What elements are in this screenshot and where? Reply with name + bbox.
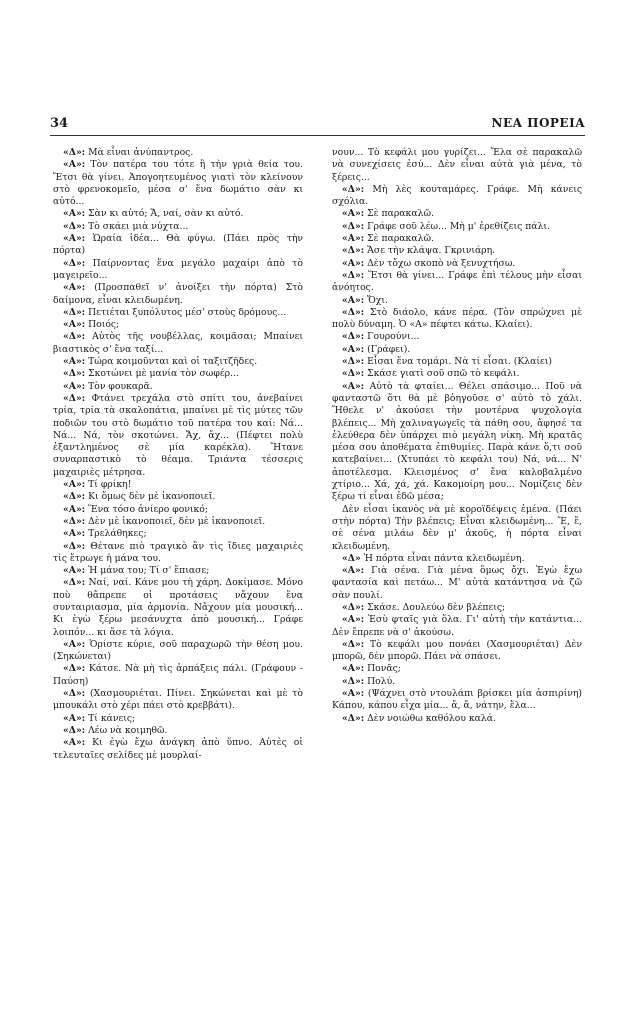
dialogue-text: νουν... Τὸ κεφάλι μου γυρίζει... Ἔλα σὲ παρακαλῶ νὰ συνεχίσεις ἐσύ... Δὲν εἶναι αὐτὰ γιὰ μένα, τὸ ξέρεις... <box>332 147 582 183</box>
dialogue-text: Φτάνει τρεχάλα στὸ σπίτι του, ἀνεβαίνει τρία, τρία τὰ σκαλοπάτια, μπαίνει μὲ τὶς μύτες τῶν ποδιῶν του στὸ δωμάτιο τοῦ πατέρα του καί: Νά... Νά... Νά, τὸν σκοτώνει. Ἄχ, ἄχ... (Πέφτει πολὺ ἐξαντλημένος σὲ μία καρέκλα). Ἤτανε συναρπαστικὸ τὸ θέαμα. Τριάντα τέσσερις μαχαιριὲς μέτρησα. <box>53 392 303 478</box>
dialogue-text: Ἡ πόρτα εἶναι πάντα κλειδωμένη. <box>360 552 525 564</box>
dialogue-text: Σκοτώνει μὲ μανία τὸν σωφέρ... <box>85 368 239 380</box>
dialogue-line <box>332 258 582 270</box>
dialogue-line <box>332 381 582 504</box>
dialogue-text: Δὲν τὄχω σκοπὸ νὰ ξενυχτήσω. <box>364 257 516 269</box>
dialogue-text: (Χασμουριέται. Πίνει. Σηκώνεται καὶ μὲ τὸ μπουκάλι στὸ χέρι πάει στὸ κρεββάτι). <box>53 688 303 712</box>
speaker-label: «Δ»: <box>63 147 86 158</box>
dialogue-text: Ποιός; <box>85 319 120 331</box>
dialogue-text: Πολύ. <box>364 675 396 687</box>
dialogue-line <box>332 614 582 639</box>
dialogue-line <box>332 639 582 664</box>
speaker-label: «Δ»: <box>63 663 86 675</box>
speaker-label: «Δ»: <box>63 392 86 404</box>
right-text-column <box>332 147 582 725</box>
dialogue-line <box>53 368 303 380</box>
dialogue-line <box>332 368 582 380</box>
dialogue-line <box>332 565 582 602</box>
speaker-label: «Α»: <box>342 343 365 355</box>
speaker-label: «Δ»: <box>342 220 365 232</box>
speaker-label: «Α»: <box>63 528 86 540</box>
dialogue-text: Αὐτὸ τὰ φταίει... Θέλει σπάσιμο... Ποῦ νὰ φανταστῶ ὅτι θὰ μὲ βὁηγοῦσε σ' αὐτὸ τὸ χάλι. Ἤθελε ν' ἀκούσει τὴν μοντέρνα ψυχολογία βλέπεις... Μὴ χαλιναγωγεῖς τὰ πάθη σου, ἄφησέ τα ἐλεύθερα δὲν ὑπάρχει πιὸ μεγάλη νίκη. Μὴ κρατᾶς μέσα σου ἀποθέματα ἐπιθυμίες. Παρὰ κάνε ὅ,τι σοῦ κατεβαίνει... (Χτυπάει τὸ κεφάλι του) Νά, νά... Ν' ἀποτέλεσμα. Κλεισμένος σ' ἕνα καλοβαλμένο χτίριο... Χά, χά, χά. Κακομοίρη μου... Νομίζεις δὲν ξέρω τί εἶναι ἐδῶ μέσα; <box>332 380 582 503</box>
speaker-label: «Δ»: <box>342 356 365 368</box>
speaker-label: «Α»: <box>342 380 365 392</box>
dialogue-line <box>53 663 303 688</box>
dialogue-text: Ὡραία ἰδέα... Θὰ φύγω. (Πάει πρὸς τὴν πόρτα) <box>53 233 303 257</box>
dialogue-line <box>332 147 582 184</box>
dialogue-line <box>332 713 582 725</box>
speaker-label: «Δ» <box>342 552 361 564</box>
speaker-label: «Δ»: <box>63 540 86 552</box>
speaker-label: «Α»: <box>63 356 86 368</box>
dialogue-text: Ἕνα τόσο ἀνίερο φονικό; <box>85 503 208 515</box>
speaker-label: «Δ»: <box>63 724 86 736</box>
dialogue-text: Δὲν μὲ ἱκανοποιεῖ, δὲν μὲ ἱκανοποιεῖ. <box>85 515 266 527</box>
speaker-label: «Α»: <box>63 479 86 491</box>
dialogue-text: Τρελάθηκες; <box>85 528 147 540</box>
dialogue-text: Τὸν φουκαρᾶ. <box>85 380 153 392</box>
dialogue-line <box>53 258 303 283</box>
dialogue-line <box>332 307 582 332</box>
dialogue-text: Γράφε σοῦ λέω... Μὴ μ' ἐρεθίζεις πάλι. <box>364 220 550 232</box>
speaker-label: «Α»: <box>342 233 365 245</box>
page-number: 34 <box>50 116 69 131</box>
dialogue-line <box>53 381 303 393</box>
dialogue-line <box>332 356 582 368</box>
speaker-label: «Δ»: <box>63 491 86 503</box>
dialogue-line <box>53 208 303 220</box>
dialogue-text: Λέω νὰ κοιμηθῶ. <box>85 724 168 736</box>
dialogue-line <box>332 602 582 614</box>
speaker-label: «Α»: <box>63 282 86 294</box>
dialogue-text: Γουρούνι... <box>364 331 420 343</box>
dialogue-line <box>53 577 303 638</box>
dialogue-line <box>332 270 582 295</box>
dialogue-text: Τί φρίκη! <box>85 479 132 491</box>
speaker-label: «Δ»: <box>342 638 365 650</box>
left-text-column <box>53 147 303 762</box>
dialogue-text: Σὲ παρακαλῶ. <box>364 233 434 245</box>
speaker-label: «Δ»: <box>342 712 365 724</box>
dialogue-text: Πετιέται ξυπόλυτος μέσ' στοὺς δρόμους... <box>85 306 287 318</box>
dialogue-text: Τὸν πατέρα του τότε ἢ τὴν γριὰ θεία του. Ἔτσι θὰ γίνει. Ἀπογοητευμένος γιατὶ τὸν κλείνουν στὸ φρενοκομεῖο, μέσα σ' ἕνα δωμάτιο σὰν κι αὐτό... <box>53 159 303 208</box>
dialogue-text: Τὸ κεφάλι μου πονάει (Χασμουριέται) Δὲν μπορῶ, δὲν μπορῶ. Πάει νὰ σπάσει. <box>332 638 582 663</box>
dialogue-text: Αὐτὸς τῆς νουβέλλας, κοιμᾶσαι; Μπαίνει βιαστικὸς σ' ἕνα ταξί... <box>53 331 303 355</box>
speaker-label: «Δ»: <box>342 368 365 380</box>
speaker-label: «Δ»: <box>342 245 365 257</box>
page-header <box>50 116 585 131</box>
dialogue-line <box>53 319 303 331</box>
speaker-label: «Δ»: <box>342 675 365 687</box>
dialogue-text: Κάτσε. Νὰ μὴ τὶς ἀρπάξεις πάλι. (Γράφουν - Παύση) <box>53 663 303 687</box>
dialogue-line <box>53 725 303 737</box>
speaker-label: «Α»: <box>63 380 86 392</box>
speaker-label: «Α»: <box>63 565 86 577</box>
dialogue-line <box>53 393 303 479</box>
dialogue-text: Παίρνοντας ἕνα μεγάλο μαχαίρι ἀπὸ τὸ μαγειρεῖο... <box>53 257 303 281</box>
speaker-label: «Δ»: <box>342 601 365 613</box>
dialogue-line <box>332 245 582 257</box>
speaker-label: «Δ»: <box>63 368 86 380</box>
dialogue-text: Σὲ παρακαλῶ. <box>364 208 434 220</box>
dialogue-line <box>53 331 303 356</box>
dialogue-text: Στὸ διάολο, κάνε πέρα. (Τὸν σπρώχνει μὲ πολὺ δύναμη. Ὁ «Α» πέφτει κάτω. Κλαίει). <box>332 306 582 331</box>
speaker-label: «Α»: <box>342 257 365 269</box>
dialogue-text: (Ψάχνει στὸ ντουλάπι βρίσκει μία ἀσπιρίνη) Κάπου, κάπου εἶχα μία... ἄ, ἄ, νάτην, ἔλα... <box>332 688 582 712</box>
dialogue-text: Σὰν κι αὐτό; Ἄ, ναί, σὰν κι αὐτό. <box>85 208 244 220</box>
dialogue-text: Μὰ εἶναι ἀνύπαντρος. <box>85 147 194 158</box>
dialogue-line <box>53 307 303 319</box>
dialogue-line <box>332 344 582 356</box>
dialogue-line <box>332 676 582 688</box>
speaker-label: «Α»: <box>342 208 365 220</box>
dialogue-line <box>53 565 303 577</box>
speaker-label: «Α»: <box>342 294 365 306</box>
dialogue-text: Κι ὅμως δὲν μὲ ἱκανοποιεῖ. <box>85 491 216 503</box>
speaker-label: «Α»: <box>63 159 86 171</box>
dialogue-line <box>53 233 303 258</box>
dialogue-line <box>332 553 582 565</box>
speaker-label: «Δ»: <box>63 257 86 269</box>
speaker-label: «Α»: <box>63 503 86 515</box>
dialogue-text: Τί κάνεις; <box>85 712 136 724</box>
speaker-label: «Δ»: <box>342 183 365 195</box>
dialogue-line <box>53 713 303 725</box>
dialogue-text: Ναί, ναί. Κάνε μου τὴ χάρη. Δοκίμασε. Μόνο ποὺ θἄπρεπε οἱ προτάσεις νἄχουν ἕνα συνταιριασμα, μία ἁρμονία. Νἄχουν μία μουσική... Κι ἐγὼ ξέρω μεσάνυχτα ἀπὸ μουσική... Γράφε λοιπόν... κι ἄσε τὰ λόγια. <box>53 577 303 638</box>
dialogue-text: Ὄχι. <box>364 294 388 306</box>
dialogue-text: (Γράφει). <box>364 343 411 355</box>
dialogue-text: Πονᾶς; <box>364 663 401 675</box>
speaker-label: «Δ»: <box>342 269 365 281</box>
dialogue-text: Θέτανε πιὸ τραγικὸ ἂν τὶς ἴδιες μαχαιριὲς τὶς ἔτρωγε ἡ μάνα του. <box>53 540 303 564</box>
dialogue-text: Τώρα κοιμοῦνται καὶ οἱ ταξιτζῆδες. <box>85 356 258 368</box>
dialogue-line <box>53 147 303 159</box>
speaker-label: «Α»: <box>63 737 86 749</box>
speaker-label: «Α»: <box>63 638 86 650</box>
dialogue-text: (Προσπαθεῖ ν' ἀνοίξει τὴν πόρτα) Στὸ δαίμονα, εἶναι κλειδωμένη. <box>53 282 303 306</box>
speaker-label: «Δ»: <box>63 688 86 700</box>
speaker-label: «Α»: <box>63 208 86 220</box>
dialogue-text: Τὸ σκάει μιὰ νύχτα... <box>85 220 189 232</box>
speaker-label: «Α»: <box>342 688 365 700</box>
dialogue-line <box>332 331 582 343</box>
dialogue-line <box>53 516 303 528</box>
dialogue-text: Γιὰ σένα. Γιὰ μένα ὅμως ὄχι. Ἐγὼ ἔχω φαντασία καὶ πετάω... Μ' αὐτὰ κατάντησα νὰ ζῶ σὰν πουλί. <box>332 565 582 601</box>
speaker-label: «Α»: <box>342 614 365 626</box>
dialogue-line <box>53 528 303 540</box>
dialogue-line <box>332 208 582 220</box>
speaker-label: «Δ»: <box>342 331 365 343</box>
dialogue-text: Ἄσε τὴν κλάψα. Γκρινιάρη. <box>364 245 496 257</box>
speaker-label: «Δ»: <box>63 306 86 318</box>
speaker-label: «Α»: <box>63 319 86 331</box>
speaker-label: «Δ»: <box>63 220 86 232</box>
dialogue-text: Ἡ μάνα του; Τί σ' ἔπιασε; <box>85 565 210 577</box>
dialogue-text: Μὴ λὲς κουταμάρες. Γράφε. Μὴ κάνεις σχόλια. <box>332 183 582 208</box>
dialogue-line <box>332 295 582 307</box>
dialogue-text: Σκάσε γιατὶ σοῦ σπῶ τὸ κεφάλι. <box>364 368 520 380</box>
dialogue-line <box>332 221 582 233</box>
dialogue-line <box>53 737 303 762</box>
dialogue-line <box>53 282 303 307</box>
dialogue-text: Δὲν εἶσαι ἱκανὸς νὰ μὲ κοροϊδέψεις ἐμένα. (Πάει στὴν πόρτα) Τὴν βλέπεις; Εἶναι κλειδωμένη... Ἔ, ἔ, σὲ σένα μιλάω δὲν μ' ἀκοῦς, ἡ πόρτα εἶναι κλειδωμένη. <box>332 503 582 552</box>
header-rule <box>50 135 585 136</box>
dialogue-text: Δὲν νοιώθω καθόλου καλά. <box>364 712 496 724</box>
speaker-label: «Α»: <box>63 712 86 724</box>
speaker-label: «Α»: <box>342 663 365 675</box>
dialogue-line <box>332 663 582 675</box>
dialogue-line <box>53 159 303 208</box>
dialogue-line <box>332 233 582 245</box>
dialogue-line <box>53 688 303 713</box>
dialogue-line <box>53 221 303 233</box>
dialogue-line <box>332 504 582 553</box>
dialogue-line <box>53 639 303 664</box>
dialogue-text: Ὁρίστε κύριε, σοῦ παραχωρῶ τὴν θέση μου. (Σηκώνεται) <box>53 638 303 663</box>
dialogue-text: Σκάσε. Δουλεύω δὲν βλέπεις; <box>364 601 506 613</box>
speaker-label: «Δ»: <box>63 515 86 527</box>
speaker-label: «Α»: <box>342 565 365 577</box>
dialogue-text: Εἶσαι ἕνα τομάρι. Νὰ τί εἶσαι. (Κλαίει) <box>364 356 553 368</box>
dialogue-text: Ἔτσι θὰ γίνει... Γράφε ἐπὶ τέλους μὴν εἶσαι ἀνόητος. <box>332 269 582 294</box>
dialogue-text: Κι ἐγὼ ἔχω ἀνάγκη ἀπὸ ὕπνο. Αὐτὲς οἱ τελευταῖες σελίδες μὲ μουρλαί- <box>53 737 303 761</box>
dialogue-line <box>332 184 582 209</box>
dialogue-line <box>53 491 303 503</box>
dialogue-line <box>53 504 303 516</box>
dialogue-line <box>332 688 582 713</box>
speaker-label: «Δ»: <box>342 306 365 318</box>
running-title: ΝΕΑ ΠΟΡΕΙΑ <box>491 116 585 130</box>
speaker-label: «Α»: <box>63 233 86 245</box>
speaker-label: «Δ»: <box>63 577 86 589</box>
dialogue-line <box>53 479 303 491</box>
speaker-label: «Δ»: <box>63 331 86 343</box>
dialogue-text: Ἐσὺ φταῖς γιὰ ὅλα. Γι' αὐτὴ τὴν κατάντια... Δὲν ἔπρεπε νὰ σ' ἀκούσω. <box>332 614 582 638</box>
dialogue-line <box>53 541 303 566</box>
dialogue-line <box>53 356 303 368</box>
